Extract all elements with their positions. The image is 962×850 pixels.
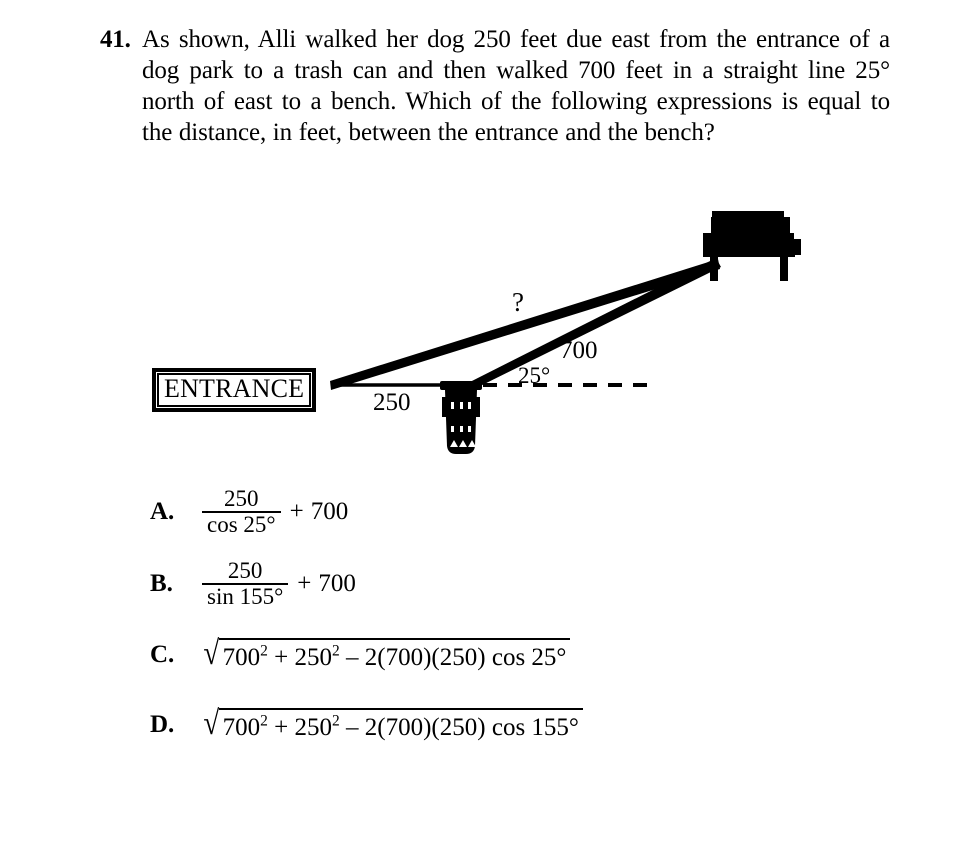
choice-d-letter: D. bbox=[150, 711, 175, 738]
choice-c-product: 2(700)(250) bbox=[364, 644, 486, 671]
choice-d-op2: – bbox=[346, 714, 359, 741]
label-angle-25: 25° bbox=[518, 363, 551, 388]
choice-d[interactable] bbox=[150, 701, 910, 749]
diagram-svg bbox=[140, 205, 840, 465]
entrance-label: ENTRANCE bbox=[164, 374, 305, 403]
segment-700 bbox=[458, 258, 721, 395]
choice-a-expression bbox=[202, 487, 348, 537]
radical-sign-icon: √ bbox=[203, 635, 220, 672]
choice-a-fraction bbox=[202, 487, 281, 537]
entrance-box bbox=[152, 368, 316, 412]
choice-c-op2: – bbox=[346, 644, 359, 671]
choice-d-product: 2(700)(250) bbox=[364, 714, 486, 741]
choice-a-numerator: 250 bbox=[224, 486, 259, 511]
choice-c-term2-base: 250 bbox=[294, 644, 333, 671]
choice-b-letter: B. bbox=[150, 570, 173, 597]
label-unknown-distance: ? bbox=[512, 287, 524, 317]
choice-d-term2-exponent: 2 bbox=[332, 712, 340, 730]
choice-b[interactable] bbox=[150, 559, 910, 609]
radical-sign-icon: √ bbox=[203, 705, 220, 742]
choice-b-denominator: sin 155° bbox=[202, 583, 288, 609]
choice-d-radical bbox=[202, 705, 583, 742]
choice-d-term2-base: 250 bbox=[294, 714, 333, 741]
choice-d-term1-exponent: 2 bbox=[260, 712, 268, 730]
choice-d-term1-base: 700 bbox=[222, 714, 261, 741]
choice-c-trig: cos 25° bbox=[491, 644, 567, 671]
label-leg-250: 250 bbox=[373, 389, 411, 416]
choice-c-expression bbox=[202, 635, 570, 672]
choice-c-term1-base: 700 bbox=[222, 644, 261, 671]
bench-icon bbox=[703, 211, 801, 281]
choice-c-op1: + bbox=[274, 644, 289, 671]
choice-d-radicand bbox=[219, 708, 583, 742]
choice-d-expression bbox=[202, 705, 583, 742]
choice-b-expression bbox=[202, 559, 356, 609]
trash-can-icon bbox=[440, 381, 482, 454]
choice-a-letter: A. bbox=[150, 498, 175, 525]
choice-c-term1-exponent: 2 bbox=[260, 642, 268, 660]
choice-a[interactable] bbox=[150, 487, 910, 537]
question-text: As shown, Alli walked her dog 250 feet due east from the entrance of a dog park to a trash can and then walked 700 feet in a straight line 25° north of east to a bench. Which of the following expressions is equal to the distance, in feet, between the entrance and the bench? bbox=[142, 26, 890, 146]
choice-c-term2-exponent: 2 bbox=[332, 642, 340, 660]
choice-a-denominator: cos 25° bbox=[202, 511, 281, 537]
choice-b-operator: + bbox=[297, 570, 312, 597]
question-number: 41. bbox=[100, 26, 131, 53]
entrance-box-inner bbox=[157, 373, 311, 407]
question-row bbox=[100, 24, 890, 148]
choice-c-letter: C. bbox=[150, 641, 175, 668]
question-block bbox=[100, 24, 890, 148]
label-leg-700: 700 bbox=[560, 337, 598, 364]
choice-b-fraction bbox=[202, 559, 288, 609]
answer-choices bbox=[150, 487, 910, 771]
choice-a-operator: + bbox=[289, 498, 304, 525]
choice-b-addend: 700 bbox=[318, 570, 356, 597]
choice-a-addend: 700 bbox=[310, 498, 349, 525]
choice-c[interactable] bbox=[150, 631, 910, 679]
figure-diagram bbox=[140, 205, 840, 465]
choice-b-numerator: 250 bbox=[227, 558, 263, 583]
choice-c-radical bbox=[202, 635, 570, 672]
choice-c-radicand bbox=[219, 638, 571, 672]
choice-d-trig: cos 155° bbox=[491, 714, 579, 741]
choice-d-op1: + bbox=[274, 714, 289, 741]
